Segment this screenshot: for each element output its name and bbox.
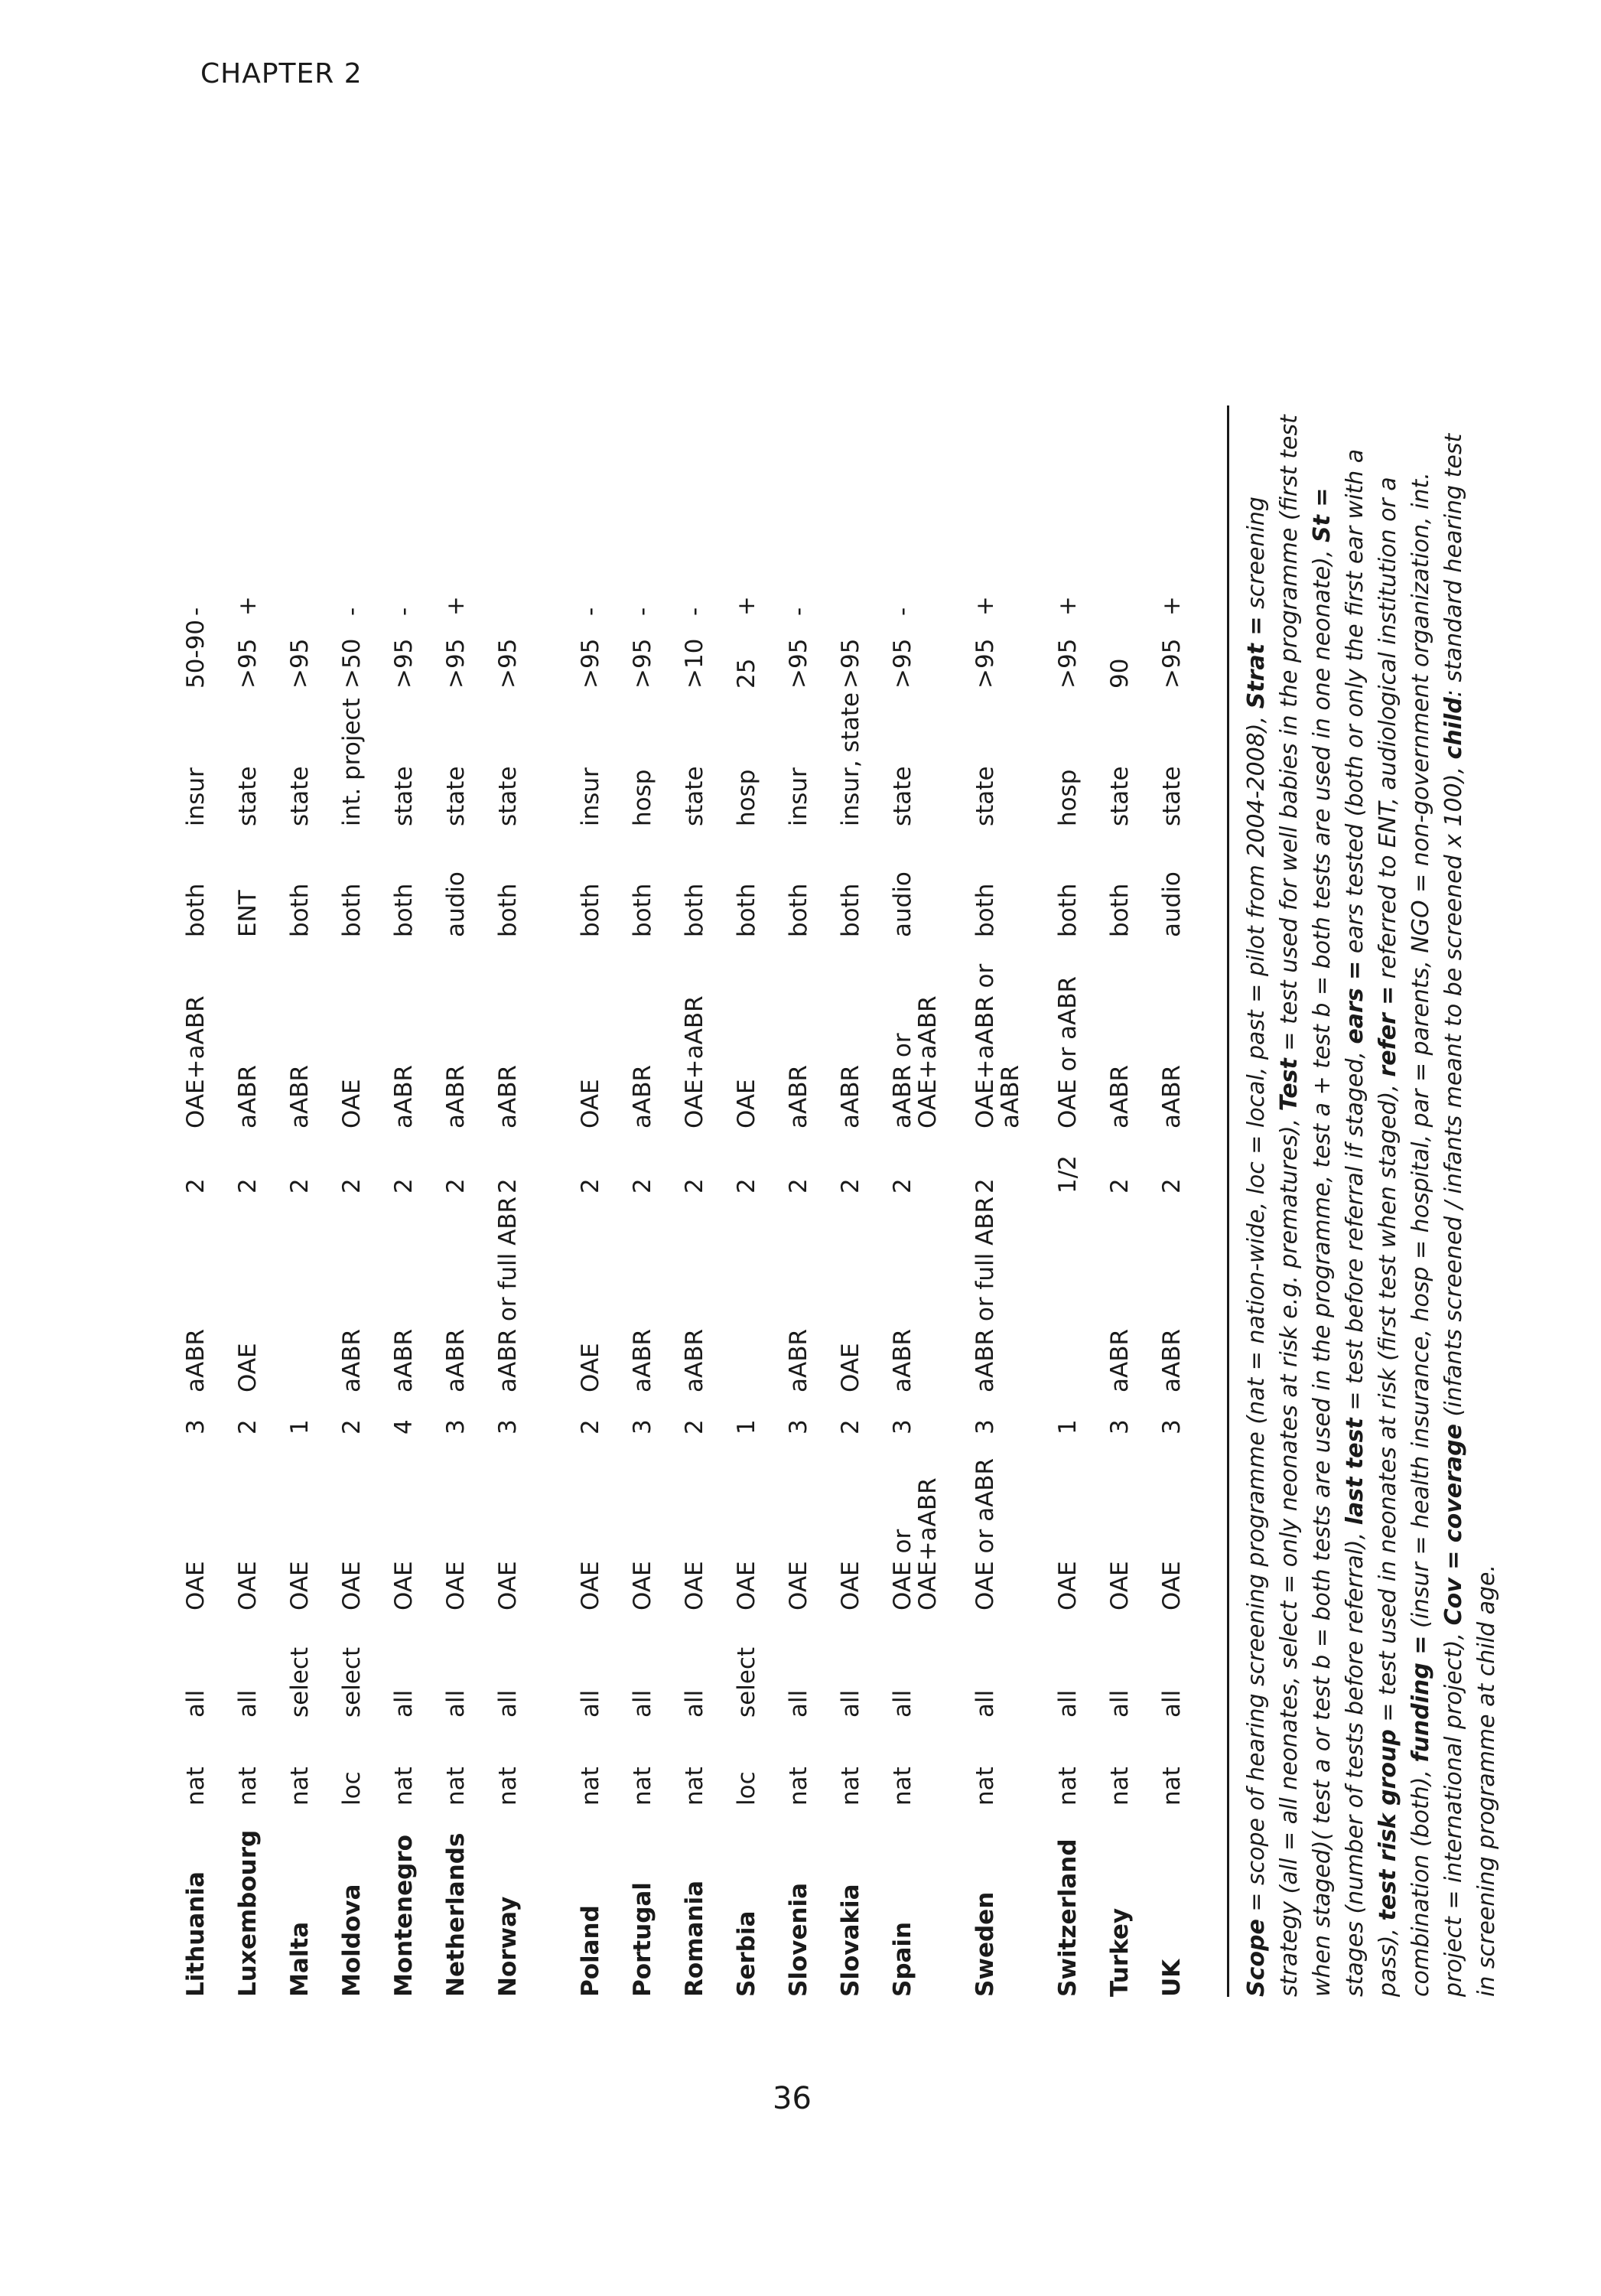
- cell-risk: all: [1054, 1689, 1082, 1718]
- cell-child: [288, 585, 340, 616]
- cell-funding: state: [971, 766, 999, 826]
- cell-country: UK: [1158, 1959, 1186, 1997]
- cell-strat: 2: [286, 1178, 314, 1194]
- cell-first: OAE or OAE+aABR: [889, 1477, 942, 1610]
- cell-first: OAE: [733, 1561, 760, 1610]
- cell-first: OAE: [1054, 1561, 1082, 1610]
- fn-st-term: St =: [1309, 487, 1336, 542]
- cell-risk: all: [1106, 1689, 1134, 1718]
- cell-cov: 50-90: [182, 619, 210, 689]
- cell-strat: 2: [629, 1178, 656, 1194]
- cell-funding: state: [1158, 766, 1186, 826]
- cell-test: aABR: [1158, 1064, 1186, 1128]
- cell-ears: audio: [442, 871, 470, 937]
- cell-strat: 2: [338, 1178, 366, 1194]
- cell-funding: insur, state: [837, 692, 864, 826]
- cell-risk: all: [234, 1689, 262, 1718]
- cell-ears: both: [681, 883, 708, 937]
- cell-stages: 2: [577, 1419, 604, 1435]
- cell-cov: >95: [286, 638, 314, 689]
- cell-child: -: [338, 607, 366, 616]
- cell-first: OAE: [182, 1561, 210, 1610]
- cell-last: [734, 1194, 786, 1392]
- cell-first: OAE: [629, 1561, 656, 1610]
- cell-scope: loc: [338, 1771, 366, 1806]
- cell-cov: >95: [494, 638, 522, 689]
- cell-funding: state: [494, 766, 522, 826]
- cell-last: aABR: [390, 1328, 418, 1392]
- cell-funding: state: [889, 766, 916, 826]
- cell-country: Norway: [494, 1896, 522, 1997]
- cell-last: aABR: [182, 1328, 210, 1392]
- cell-scope: nat: [494, 1767, 522, 1806]
- cell-funding: state: [1106, 766, 1134, 826]
- table-row: [786, 585, 838, 1997]
- cell-ears: ENT: [234, 890, 262, 937]
- cell-risk: all: [681, 1689, 708, 1718]
- cell-stages: 3: [182, 1419, 210, 1435]
- table-row: [496, 585, 578, 1997]
- cell-cov: >10: [681, 638, 708, 689]
- cell-child: +: [1158, 596, 1186, 616]
- table-row: [630, 585, 682, 1997]
- fn-risk-def: = test used in neonates at risk (first test when staged),: [1375, 1076, 1401, 1730]
- cell-scope: nat: [629, 1767, 656, 1806]
- table-row: [1056, 585, 1108, 1997]
- cell-scope: nat: [286, 1767, 314, 1806]
- table-row: [838, 585, 890, 1997]
- cell-cov: 90: [1106, 658, 1134, 689]
- fn-scope-def: = scope of hearing screening programme (nat = nation-wide, loc = local, past = pilot from 2004-2008),: [1243, 708, 1270, 1920]
- cell-scope: nat: [577, 1767, 604, 1806]
- cell-country: Luxembourg: [234, 1829, 262, 1997]
- cell-ears: both: [971, 883, 999, 937]
- cell-last: OAE: [577, 1343, 604, 1392]
- cell-child: [838, 585, 890, 616]
- fn-test-term: Test: [1276, 1058, 1303, 1112]
- cell-funding: state: [286, 766, 314, 826]
- cell-strat: 2: [1158, 1178, 1186, 1194]
- cell-ears: both: [390, 883, 418, 937]
- cell-test: aABR: [1106, 1064, 1134, 1128]
- cell-last: OAE: [837, 1343, 864, 1392]
- cell-cov: >95: [837, 638, 864, 689]
- cell-country: Sweden: [971, 1891, 999, 1997]
- cell-country: Moldova: [338, 1884, 366, 1997]
- cell-last: aABR or full ABR: [971, 1196, 999, 1392]
- table-footnote: [1227, 405, 1503, 1997]
- cell-funding: state: [681, 766, 708, 826]
- cell-country: Spain: [889, 1921, 916, 1997]
- cell-risk: all: [494, 1689, 522, 1718]
- table-row: [973, 585, 1056, 1997]
- cell-stages: 2: [338, 1419, 366, 1435]
- cell-risk: all: [182, 1689, 210, 1718]
- cell-scope: nat: [1106, 1767, 1134, 1806]
- cell-test: OAE+aABR or aABR: [971, 963, 1025, 1128]
- cell-child: +: [234, 596, 262, 616]
- cell-first: OAE: [390, 1561, 418, 1610]
- cell-strat: 2: [785, 1178, 812, 1194]
- cell-test: aABR: [494, 1064, 522, 1128]
- table-row: [578, 585, 630, 1997]
- cell-ears: audio: [889, 871, 916, 937]
- cell-ears: both: [338, 883, 366, 937]
- cell-first: OAE: [494, 1561, 522, 1610]
- cell-test: OAE or aABR: [1054, 975, 1082, 1128]
- cell-test: OAE: [338, 1079, 366, 1128]
- fn-child-def: : standard hearing test in screening programme at child age.: [1440, 433, 1500, 1997]
- cell-funding: state: [234, 766, 262, 826]
- cell-funding: int. project: [338, 698, 366, 826]
- cell-child: -: [629, 607, 656, 616]
- cell-cov: >95: [785, 638, 812, 689]
- cell-first: OAE: [1158, 1561, 1186, 1610]
- cell-stages: 3: [785, 1419, 812, 1435]
- cell-stages: 3: [494, 1419, 522, 1435]
- cell-last: aABR: [1158, 1328, 1186, 1392]
- cell-cov: >50: [338, 638, 366, 689]
- cell-cov: >95: [442, 638, 470, 689]
- fn-child-term: child: [1440, 697, 1467, 760]
- fn-ears-term: ears =: [1342, 960, 1368, 1044]
- cell-last: aABR: [785, 1328, 812, 1392]
- cell-risk: all: [442, 1689, 470, 1718]
- cell-country: Lithuania: [182, 1871, 210, 1997]
- cell-test: OAE: [577, 1079, 604, 1128]
- cell-child: -: [577, 607, 604, 616]
- cell-strat: 2: [889, 1178, 916, 1194]
- table-row: [890, 585, 973, 1997]
- fn-strat-def: screening strategy (all = all neonates, select = only neonates at risk e.g. prematures),: [1243, 497, 1303, 1997]
- cell-stages: 2: [681, 1419, 708, 1435]
- cell-ears: both: [182, 883, 210, 937]
- table-row: [184, 585, 236, 1997]
- cell-first: OAE: [338, 1561, 366, 1610]
- cell-stages: 3: [629, 1419, 656, 1435]
- cell-cov: >95: [889, 638, 916, 689]
- cell-test: aABR: [390, 1064, 418, 1128]
- cell-first: OAE: [1106, 1561, 1134, 1610]
- cell-strat: 2: [971, 1178, 999, 1194]
- fn-refer-def: referred to ENT, audiological institution or a combination (both),: [1375, 477, 1434, 1997]
- fn-test-def: = test used for well babies in the programme (first test when staged)( test a or test b = both tests are used in the programme, test a + test b = both tests are used in one neonate),: [1276, 415, 1336, 1997]
- chapter-header: CHAPTER 2: [200, 58, 363, 90]
- cell-last: aABR: [629, 1328, 656, 1392]
- cell-stages: 3: [971, 1419, 999, 1435]
- cell-funding: insur: [182, 767, 210, 826]
- cell-last: OAE: [234, 1343, 262, 1392]
- cell-child: +: [442, 596, 470, 616]
- cell-cov: >95: [577, 638, 604, 689]
- cell-test: aABR or OAE+aABR: [889, 995, 942, 1128]
- cell-scope: nat: [390, 1767, 418, 1806]
- page-number: 36: [773, 2081, 812, 2116]
- cell-strat: 2: [182, 1178, 210, 1194]
- table-row: [444, 585, 496, 1997]
- cell-first: OAE: [286, 1561, 314, 1610]
- fn-last-def: = test before referral if staged,: [1342, 1044, 1368, 1418]
- cell-risk: all: [390, 1689, 418, 1718]
- cell-funding: state: [390, 766, 418, 826]
- table-row: [288, 585, 340, 1997]
- cell-test: aABR: [837, 1064, 864, 1128]
- cell-strat: 2: [442, 1178, 470, 1194]
- cell-strat: 2: [494, 1178, 522, 1194]
- cell-risk: all: [785, 1689, 812, 1718]
- table-row: [340, 585, 392, 1997]
- cell-test: aABR: [234, 1064, 262, 1128]
- cell-child: -: [390, 607, 418, 616]
- cell-ears: both: [837, 883, 864, 937]
- cell-funding: hosp: [733, 769, 760, 826]
- cell-first: OAE: [234, 1561, 262, 1610]
- cell-country: Slovakia: [837, 1884, 864, 1997]
- cell-stages: 2: [234, 1419, 262, 1435]
- fn-last-term: last test: [1342, 1418, 1368, 1526]
- cell-strat: 2: [577, 1178, 604, 1194]
- cell-child: -: [182, 607, 210, 616]
- cell-stages: 2: [837, 1419, 864, 1435]
- cell-stages: 4: [390, 1419, 418, 1435]
- cell-ears: audio: [1158, 871, 1186, 937]
- fn-funding-def: (insur = health insurance, hosp = hospital, par = parents, NGO = non-government organization, int. project = international project),: [1407, 472, 1467, 1997]
- cell-scope: nat: [234, 1767, 262, 1806]
- fn-risk-term: test risk group: [1375, 1729, 1401, 1921]
- cell-funding: insur: [785, 767, 812, 826]
- cell-child: -: [681, 607, 708, 616]
- cell-country: Slovenia: [785, 1882, 812, 1997]
- cell-first: OAE or aABR: [971, 1457, 999, 1610]
- cell-scope: loc: [733, 1771, 760, 1806]
- cell-strat: 2: [390, 1178, 418, 1194]
- cell-test: OAE+aABR: [182, 995, 210, 1128]
- table-row: [1108, 585, 1160, 1997]
- cell-scope: nat: [837, 1767, 864, 1806]
- cell-stages: 3: [1106, 1419, 1134, 1435]
- cell-ears: both: [1054, 883, 1082, 937]
- cell-test: aABR: [286, 1064, 314, 1128]
- cell-scope: nat: [182, 1767, 210, 1806]
- cell-cov: >95: [234, 638, 262, 689]
- fn-cov-def: (infants screened / infants meant to be screened x 100),: [1440, 759, 1467, 1425]
- cell-test: aABR: [785, 1064, 812, 1128]
- cell-strat: 1/2: [1054, 1155, 1082, 1194]
- cell-last: aABR: [442, 1328, 470, 1392]
- cell-risk: all: [837, 1689, 864, 1718]
- cell-scope: nat: [785, 1767, 812, 1806]
- cell-cov: >95: [1054, 638, 1082, 689]
- cell-risk: all: [1158, 1689, 1186, 1718]
- table-row: [734, 585, 786, 1997]
- cell-test: OAE+aABR: [681, 995, 708, 1128]
- cell-stages: 1: [286, 1419, 314, 1435]
- cell-scope: nat: [1158, 1767, 1186, 1806]
- table-row: [1160, 585, 1212, 1997]
- cell-cov: >95: [1158, 638, 1186, 689]
- cell-stages: 3: [889, 1419, 916, 1435]
- cell-stages: 1: [1054, 1419, 1082, 1435]
- cell-first: OAE: [837, 1561, 864, 1610]
- cell-child: +: [1054, 596, 1082, 616]
- fn-refer-term: refer =: [1375, 985, 1401, 1077]
- cell-cov: >95: [971, 638, 999, 689]
- cell-strat: 2: [234, 1178, 262, 1194]
- cell-child: [496, 585, 578, 616]
- fn-ears-def: ears tested (both or only the first ear with a pass),: [1342, 448, 1401, 1997]
- fn-scope-term: Scope: [1243, 1919, 1270, 1997]
- cell-scope: nat: [889, 1767, 916, 1806]
- fn-strat-term: Strat =: [1243, 616, 1270, 709]
- cell-child: +: [733, 596, 760, 616]
- cell-country: Portugal: [629, 1882, 656, 1997]
- cell-stages: 1: [733, 1419, 760, 1435]
- cell-scope: nat: [971, 1767, 999, 1806]
- cell-test: aABR: [442, 1064, 470, 1128]
- cell-risk: select: [733, 1646, 760, 1718]
- cell-ears: both: [577, 883, 604, 937]
- screening-table: [184, 585, 1212, 1997]
- cell-strat: 2: [837, 1178, 864, 1194]
- cell-country: Serbia: [733, 1910, 760, 1997]
- cell-first: OAE: [681, 1561, 708, 1610]
- table-row: [392, 585, 444, 1997]
- cell-first: OAE: [442, 1561, 470, 1610]
- cell-cov: >95: [390, 638, 418, 689]
- cell-last: aABR: [681, 1328, 708, 1392]
- cell-last: aABR: [1106, 1328, 1134, 1392]
- cell-funding: insur: [577, 767, 604, 826]
- cell-child: -: [889, 607, 916, 616]
- cell-strat: 2: [681, 1178, 708, 1194]
- cell-scope: nat: [442, 1767, 470, 1806]
- fn-cov-term: Cov = coverage: [1440, 1424, 1467, 1626]
- cell-funding: hosp: [1054, 769, 1082, 826]
- cell-country: Poland: [577, 1905, 604, 1997]
- cell-last: aABR: [338, 1328, 366, 1392]
- cell-ears: both: [1106, 883, 1134, 937]
- cell-country: Romania: [681, 1880, 708, 1997]
- cell-last: aABR or full ABR: [494, 1196, 522, 1392]
- cell-first: OAE: [785, 1561, 812, 1610]
- cell-country: Switzerland: [1054, 1838, 1082, 1997]
- cell-first: OAE: [577, 1561, 604, 1610]
- cell-ears: both: [494, 883, 522, 937]
- cell-ears: both: [286, 883, 314, 937]
- cell-cov: >95: [629, 638, 656, 689]
- cell-scope: nat: [1054, 1767, 1082, 1806]
- cell-ears: both: [733, 883, 760, 937]
- cell-risk: all: [971, 1689, 999, 1718]
- rotated-table-area: [182, 367, 1500, 1997]
- cell-child: +: [971, 596, 999, 616]
- cell-last: aABR: [889, 1328, 916, 1392]
- cell-risk: all: [889, 1689, 916, 1718]
- cell-country: Turkey: [1106, 1907, 1134, 1997]
- cell-risk: select: [338, 1646, 366, 1718]
- fn-st-def: stages (number of tests before referral),: [1342, 1525, 1368, 1997]
- cell-risk: all: [629, 1689, 656, 1718]
- cell-funding: hosp: [629, 769, 656, 826]
- cell-child: -: [785, 607, 812, 616]
- cell-strat: 2: [1106, 1178, 1134, 1194]
- cell-last: [288, 1194, 340, 1392]
- cell-country: Netherlands: [442, 1832, 470, 1997]
- cell-risk: select: [286, 1646, 314, 1718]
- cell-test: OAE: [733, 1079, 760, 1128]
- table-row: [682, 585, 734, 1997]
- cell-scope: nat: [681, 1767, 708, 1806]
- cell-cov: 25: [733, 658, 760, 689]
- cell-child: [1108, 585, 1160, 616]
- cell-stages: 3: [1158, 1419, 1186, 1435]
- cell-ears: both: [629, 883, 656, 937]
- fn-funding-term: funding =: [1407, 1635, 1434, 1763]
- table-row: [236, 585, 288, 1997]
- cell-strat: 2: [733, 1178, 760, 1194]
- cell-risk: all: [577, 1689, 604, 1718]
- cell-funding: state: [442, 766, 470, 826]
- cell-test: aABR: [629, 1064, 656, 1128]
- cell-country: Montenegro: [390, 1835, 418, 1997]
- cell-last: [1056, 1194, 1108, 1392]
- cell-ears: both: [785, 883, 812, 937]
- cell-stages: 3: [442, 1419, 470, 1435]
- cell-country: Malta: [286, 1921, 314, 1997]
